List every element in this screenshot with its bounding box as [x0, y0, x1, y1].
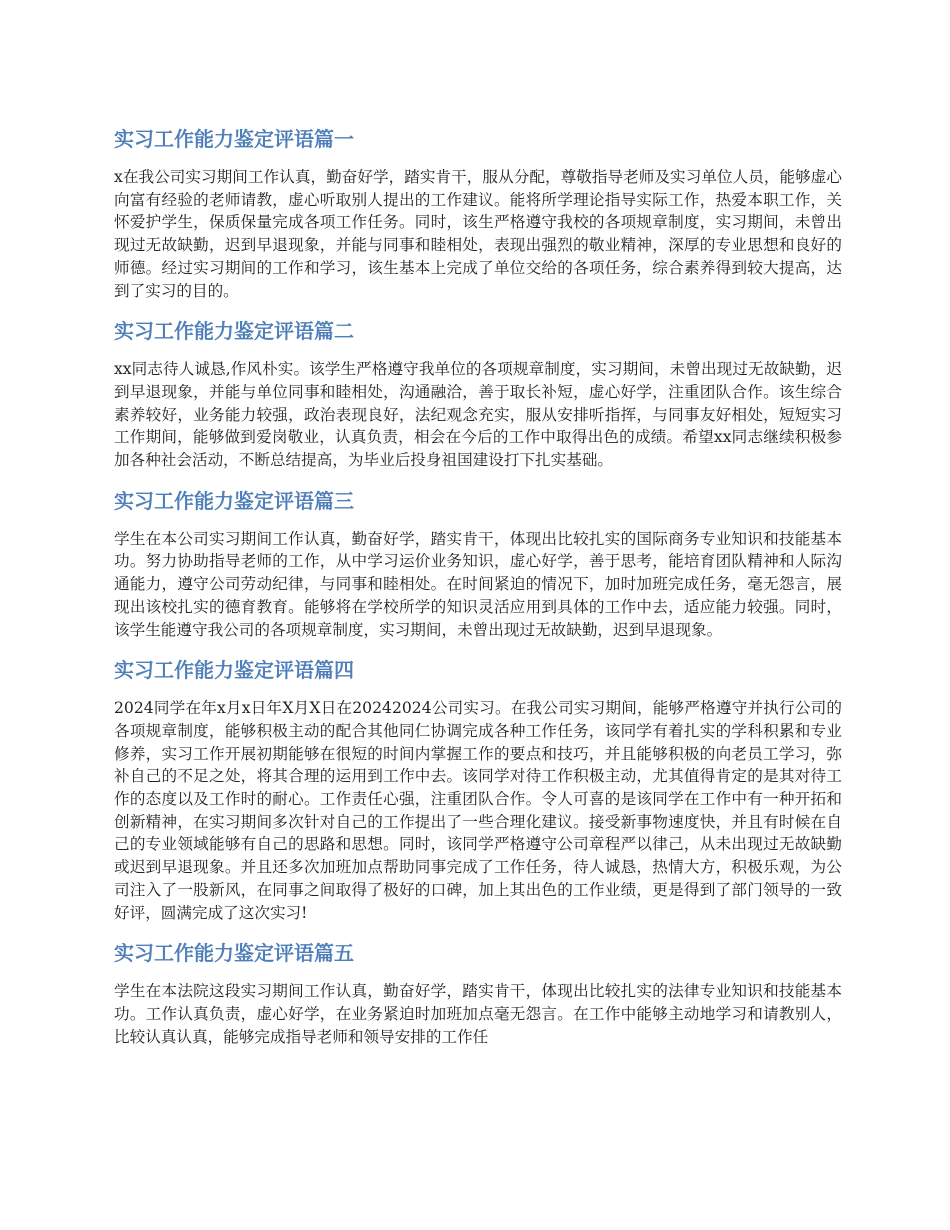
section-title: 实习工作能力鉴定评语篇三: [114, 488, 354, 513]
document-page: [114, 124, 842, 1062]
section-body: 学生在本公司实习期间工作认真，勤奋好学，踏实肯干，体现出比较扎实的国际商务专业知识和技能基本功。努力协助指导老师的工作，从中学习运价业务知识，虚心好学，善于思考，能培育团队精神和人际沟通能力，遵守公司劳动纪律，与同事和睦相处。在时间紧迫的情况下，加时加班完成任务，毫无怨言，展现出该校扎实的德育教育。能够将在学校所学的知识灵活应用到具体的工作中去，适应能力较强。同时，该学生能遵守我公司的各项规章制度，实习期间，未曾出现过无故缺勤，迟到早退现象。: [114, 529, 842, 639]
section-3: [114, 486, 842, 642]
section-title: 实习工作能力鉴定评语篇四: [114, 658, 354, 683]
section-4: [114, 655, 842, 924]
section-title: 实习工作能力鉴定评语篇二: [114, 319, 354, 344]
section-2: [114, 316, 842, 472]
section-body: 学生在本法院这段实习期间工作认真，勤奋好学，踏实肯干，体现出比较扎实的法律专业知识和技能基本功。工作认真负责，虚心好学，在业务紧迫时加班加点毫无怨言。在工作中能够主动地学习和请教别人，比较认真认真，能够完成指导老师和领导安排的工作任: [114, 982, 842, 1046]
section-title: 实习工作能力鉴定评语篇一: [114, 127, 354, 151]
section-body: 2024同学在年x月x日年X月X日在20242024公司实习。在我公司实习期间，能够严格遵守并执行公司的各项规章制度，能够积极主动的配合其他同仁协调完成各种工作任务，该同学有着扎实的学科积累和专业修养，实习工作开展初期能够在很短的时间内掌握工作的要点和技巧，并且能够积极的向老员工学习，弥补自己的不足之处，将其合理的运用到工作中去。该同学对待工作积极主动，尤其值得肯定的是其对待工作的态度以及工作时的耐心。工作责任心强，注重团队合作。令人可喜的是该同学在工作中有一种开拓和创新精神，在实习期间多次针对自己的工作提出了一些合理化建议。接受新事物速度快，并且有时候在自己的专业领域能够有自己的思路和思想。同时，该同学严格遵守公司章程严以律己，从未出现过无故缺勤或迟到早退现象。并且还多次加班加点帮助同事完成了工作任务，待人诚恳，热情大方，积极乐观，为公司注入了一股新风，在同事之间取得了极好的口碑，加上其出色的工作业绩，更是得到了部门领导的一致好评，圆满完成了这次实习!: [114, 699, 842, 922]
section-1: [114, 124, 842, 302]
section-title: 实习工作能力鉴定评语篇五: [114, 941, 354, 966]
section-body: x在我公司实习期间工作认真，勤奋好学，踏实肯干，服从分配，尊敬指导老师及实习单位人员，能够虚心向富有经验的老师请教，虚心听取别人提出的工作建议。能将所学理论指导实际工作，热爱本职工作，关怀爱护学生，保质保量完成各项工作任务。同时，该生严格遵守我校的各项规章制度，实习期间，未曾出现过无故缺勤，迟到早退现象，并能与同事和睦相处，表现出强烈的敬业精神，深厚的专业思想和良好的师德。经过实习期间的工作和学习，该生基本上完成了单位交给的各项任务，综合素养得到较大提高，达到了实习的目的。: [114, 168, 842, 300]
section-body: xx同志待人诚恳,作风朴实。该学生严格遵守我单位的各项规章制度，实习期间，未曾出现过无故缺勤，迟到早退现象，并能与单位同事和睦相处，沟通融洽，善于取长补短，虚心好学，注重团队合作。该生综合素养较好，业务能力较强，政治表现良好，法纪观念充实，服从安排听指挥，与同事友好相处，短短实习工作期间，能够做到爱岗敬业，认真负责，相会在今后的工作中取得出色的成绩。希望xx同志继续积极参加各种社会活动，不断总结提高，为毕业后投身祖国建设打下扎实基础。: [114, 360, 842, 470]
section-5: [114, 938, 842, 1048]
